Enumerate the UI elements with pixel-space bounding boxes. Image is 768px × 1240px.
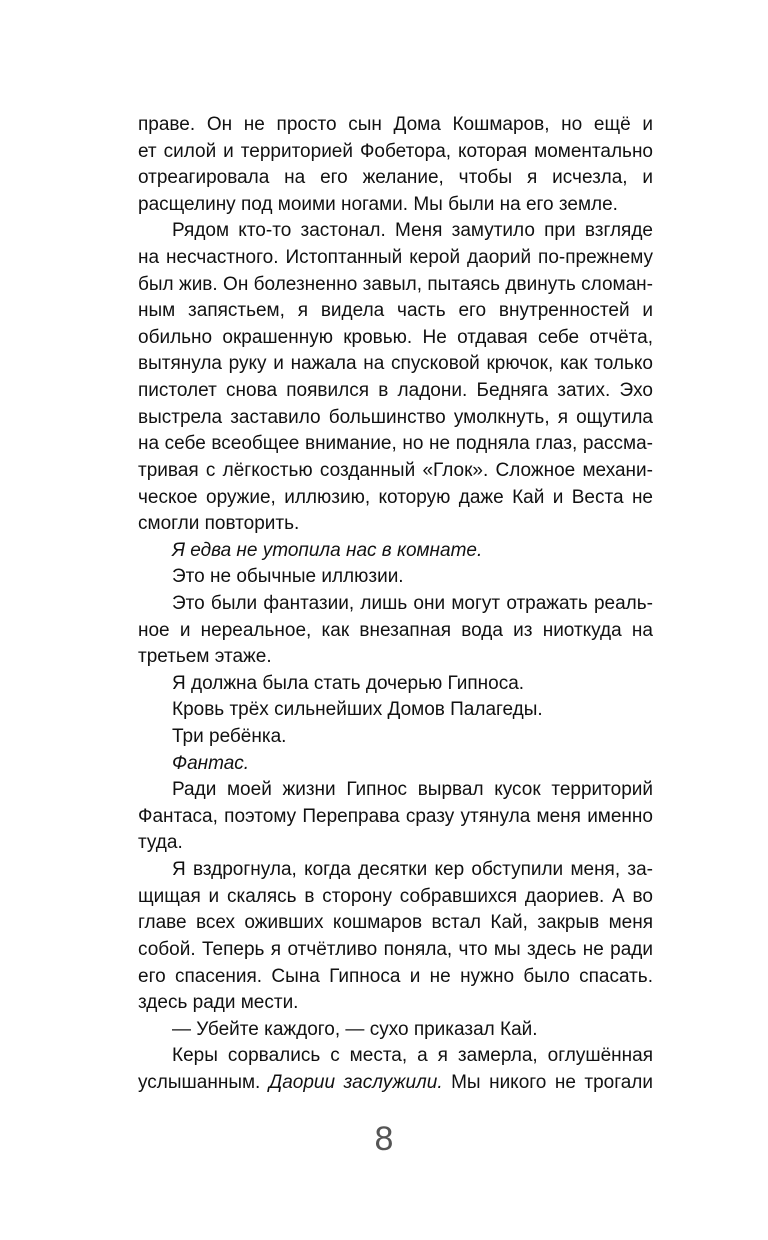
text-line [138, 671, 653, 698]
text-line [138, 990, 653, 1017]
italic-text: Фантас. [172, 752, 250, 774]
text-segment: на несчастного. Истоптанный керой даорий по-прежнему [138, 247, 653, 269]
text-segment: ное и нереальное, как внезапная вода из ниоткуда на [138, 619, 653, 641]
text-line [138, 564, 653, 591]
text-segment: Рядом кто-то застонал. Меня замутило при взгляде [172, 220, 653, 242]
text-segment: здесь ради мести. [138, 992, 299, 1014]
text-line [138, 245, 653, 272]
text-segment: ным запястьем, я видела часть его внутренностей и [138, 300, 653, 322]
text-line [138, 112, 653, 139]
text-line [138, 830, 653, 857]
page-number: 8 [374, 1120, 394, 1158]
text-segment: Я должна была стать дочерью Гипноса. [172, 672, 525, 694]
text-segment: туда. [138, 832, 183, 854]
text-line [138, 485, 653, 512]
text-line [138, 431, 653, 458]
text-line [138, 644, 653, 671]
italic-text: Я едва не утопила нас в комнате. [172, 539, 483, 561]
text-line [138, 325, 653, 352]
text-segment: Кровь трёх сильнейших Домов Палагеды. [172, 699, 543, 721]
text-segment: Ради моей жизни Гипнос вырвал кусок территорий [172, 779, 653, 801]
book-text-body [138, 112, 653, 1097]
text-line [138, 697, 653, 724]
text-segment: главе всех оживших кошмаров встал Кай, закрыв меня [138, 912, 653, 934]
text-line [138, 751, 653, 778]
text-line [138, 1017, 653, 1044]
text-segment: пистолет снова появился в ладони. Бедняга затих. Эхо [138, 380, 653, 402]
text-segment: собой. Теперь я отчётливо поняла, что мы здесь не ради [138, 938, 653, 960]
text-segment: на себе всеобщее внимание, но не подняла глаз, рассма- [138, 433, 653, 455]
text-segment: выстрела заставило большинство умолкнуть, я ощутила [138, 406, 653, 428]
text-line [138, 272, 653, 299]
text-segment: Фантаса, поэтому Переправа сразу утянула меня именно [138, 805, 653, 827]
text-segment: Это были фантазии, лишь они могут отражать реаль- [172, 592, 653, 614]
text-line [138, 165, 653, 192]
text-line [138, 538, 653, 565]
text-line [138, 405, 653, 432]
text-line [138, 591, 653, 618]
text-segment: вытянула руку и нажала на спусковой крючок, как только [138, 353, 653, 375]
text-line [138, 857, 653, 884]
text-line [138, 218, 653, 245]
text-line [138, 777, 653, 804]
text-line [138, 1070, 653, 1097]
text-segment: ет силой и территорией Фобетора, которая моментально [138, 140, 653, 162]
text-line [138, 804, 653, 831]
text-line [138, 910, 653, 937]
text-line [138, 724, 653, 751]
text-line [138, 511, 653, 538]
italic-text: Даории заслужили. [268, 1071, 443, 1093]
text-segment: праве. Он не просто сын Дома Кошмаров, но ещё и [138, 114, 653, 135]
text-segment: третьем этаже. [138, 646, 272, 668]
text-segment: его спасения. Сына Гипноса и не нужно было спасать. [138, 965, 653, 987]
text-segment: Керы сорвались с места, а я замерла, оглушённая [172, 1045, 653, 1067]
text-segment: смогли повторить. [138, 513, 300, 535]
text-line [138, 351, 653, 378]
text-line [138, 937, 653, 964]
text-segment: обильно окрашенную кровью. Не отдавая себе отчёта, [138, 326, 653, 348]
text-line [138, 884, 653, 911]
text-segment: услышанным. [138, 1071, 269, 1093]
text-segment: Три ребёнка. [172, 726, 287, 748]
text-segment: щищая и скалясь в сторону собравшихся даориев. А во [138, 885, 653, 907]
text-line [138, 964, 653, 991]
text-segment: Это не обычные иллюзии. [172, 566, 404, 588]
text-segment: тривая с лёгкостью созданный «Глок». Сложное механи- [138, 459, 653, 481]
text-line [138, 458, 653, 485]
text-segment: был жив. Он болезненно завыл, пытаясь двинуть сломан- [138, 273, 653, 295]
text-segment: отреагировала на его желание, чтобы я исчезла, и [138, 167, 653, 189]
text-segment: ческое оружие, иллюзию, которую даже Кай и Веста не [138, 486, 653, 508]
text-segment: Мы никого не трогали [442, 1071, 653, 1093]
text-line [138, 378, 653, 405]
text-line [138, 192, 653, 219]
text-line [138, 298, 653, 325]
text-segment: Я вздрогнула, когда десятки кер обступили меня, за- [172, 859, 653, 881]
text-line [138, 139, 653, 166]
text-line [138, 618, 653, 645]
text-line [138, 1043, 653, 1070]
text-segment: — Убейте каждого, — сухо приказал Кай. [172, 1018, 538, 1040]
text-segment: расщелину под моими ногами. Мы были на его земле. [138, 193, 618, 215]
